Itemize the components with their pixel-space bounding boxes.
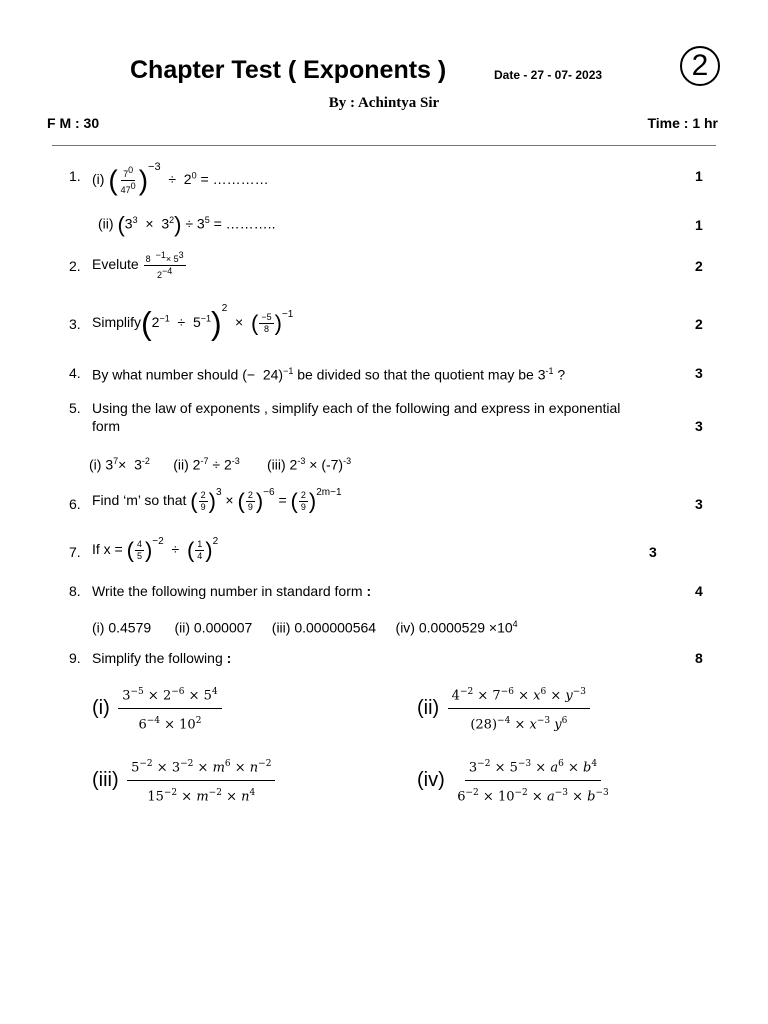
question-7: If x = ( $\frac{4}{5}$ )$^{-2}$ ÷ ( $\frac{1}{4}$ )$^2$ — [92, 536, 219, 563]
question-number: 6. — [69, 496, 81, 512]
time-limit: Time : 1 hr — [647, 115, 718, 131]
test-date: Date - 27 - 07- 2023 — [494, 68, 603, 82]
marks: 3 — [695, 496, 703, 512]
question-5-parts: (i) $3^7\times 3^{-2}$ (ii) $2^{-7} \div 2^{-3}$ (iii) $2^{-3} \times (-7)^{-3}$ — [89, 456, 352, 473]
fraction: $\frac{7^0}{47^0}$ — [120, 164, 136, 195]
question-9: Simplify the following : — [92, 650, 232, 666]
question-4: By what number should (− 24)$^{-1}$ be divided so that the quotient may be $3^{-1}$ ? — [92, 366, 566, 383]
marks: 2 — [695, 316, 703, 332]
question-5-line1: Using the law of exponents , simplify each of the following and express in exponential — [92, 400, 621, 416]
question-3: $Simplify(2^{-1} \div 5^{-1})^2$ × ( $\frac{-5}{8}$ )$^{-1}$ — [92, 303, 294, 342]
marks: 3 — [695, 365, 703, 381]
question-number: 1. — [69, 168, 81, 184]
question-8: Write the following number in standard form : — [92, 583, 372, 599]
part-label: (ii) — [98, 215, 114, 232]
question-9-iii: (iii) $\frac{5^{-2} \times 3^{-2} \times m^6 \times n^{-2}}{15^{-2} \times m^{-2} \times n^4}$ — [92, 754, 275, 808]
question-number: 9. — [69, 650, 81, 666]
question-5-line2: form — [92, 418, 120, 434]
header-divider — [52, 145, 716, 146]
marks: 3 — [649, 544, 657, 560]
question-1-i: (i) ( $\frac{7^0}{47^0}$ )$^{-3} \div 2^0$ = ………… — [92, 161, 269, 196]
part-label: (i) — [92, 171, 105, 187]
marks: 4 — [695, 583, 703, 599]
marks: 2 — [695, 258, 703, 274]
question-number: 3. — [69, 316, 81, 332]
marks: 3 — [695, 418, 703, 434]
question-2: Evelute $\frac{8 ^{-1}\times 5^3}{2^{-4}}$ — [92, 250, 184, 280]
author-byline: By : Achintya Sir — [328, 95, 440, 111]
marks: 8 — [695, 650, 703, 666]
question-8-parts: (i) 0.4579 (ii) 0.000007 (iii) 0.000000564 (iv) $0.0000529 \times 10^4$ — [92, 619, 518, 636]
question-number: 7. — [69, 544, 81, 560]
question-6: Find ‘m’ so that ( $\frac{2}{9}$ )$^3$ × ( $\frac{2}{9}$ )$^{-6}$ = ( $\frac{2}{9}$ )$^{2m-1}$ — [92, 487, 342, 514]
question-number: 2. — [69, 258, 81, 274]
question-number: 4. — [69, 365, 81, 381]
page-number-badge: 2 — [680, 46, 720, 86]
question-9-ii: (ii) $\frac{4^{-2} \times 7^{-6} \times x^6 \times y^{-3}}{(28)^{-4} \times x^{-3} y^6}$ — [417, 682, 590, 736]
marks: 1 — [695, 168, 703, 184]
question-9-i: (i) $\frac{3^{-5} \times 2^{-6} \times 5^4}{6^{-4} \times 10^2}$ — [92, 682, 222, 736]
question-1-ii: (ii) $(3^3 \times 3^2) \div 3^5$ = ……….. — [98, 212, 276, 237]
marks: 1 — [695, 217, 703, 233]
full-marks: F M : 30 — [47, 115, 100, 131]
question-9-iv: (iv) $\frac{3^{-2} \times 5^{-3} \times a^6 \times b^4}{6^{-2} \times 10^{-2} \times a^{-3} \times b^{-3}}$ — [417, 754, 613, 808]
question-number: 5. — [69, 400, 81, 416]
page-title: Chapter Test ( Exponents ) — [130, 56, 447, 84]
question-number: 8. — [69, 583, 81, 599]
